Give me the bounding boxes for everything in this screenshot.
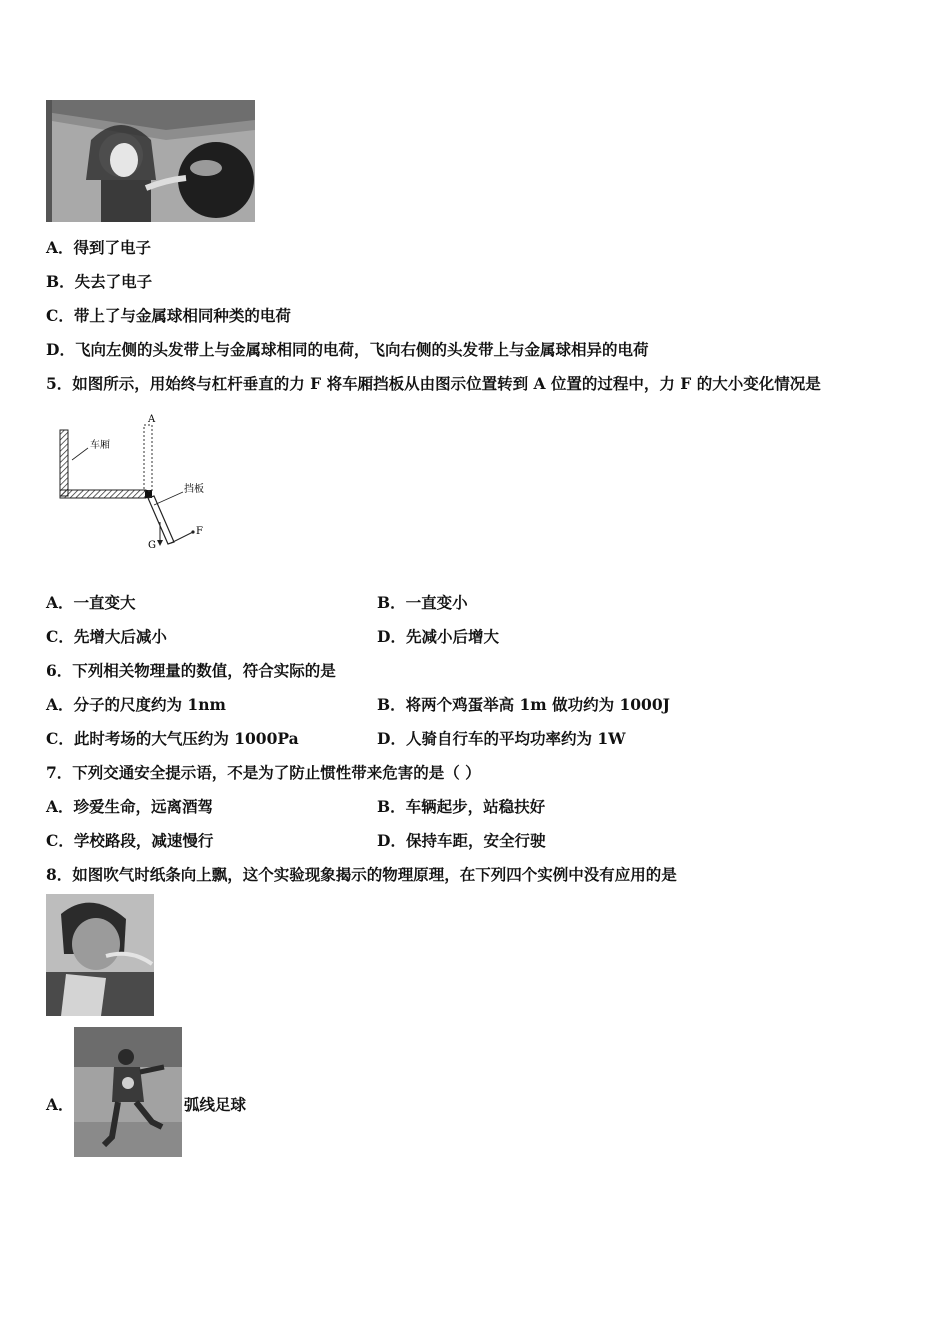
q5-option-a: A．一直变大 xyxy=(46,593,136,612)
label-board: 挡板 xyxy=(184,484,204,495)
q5-option-c: C．先增大后减小 xyxy=(46,627,167,646)
q4-option-a: A．得到了电子 xyxy=(46,238,152,257)
lever-tailgate-diagram xyxy=(50,410,220,555)
q4-option-b: B．失去了电子 xyxy=(46,272,153,291)
q7-option-a: A．珍爱生命，远离酒驾 xyxy=(46,797,214,816)
label-car: 车厢 xyxy=(90,440,110,451)
q8-option-a-text: 弧线足球 xyxy=(184,1095,247,1114)
q7-stem: 7．下列交通安全提示语，不是为了防止惯性带来危害的是（ ） xyxy=(46,763,481,782)
q7-option-c: C．学校路段，减速慢行 xyxy=(46,831,214,850)
q5-option-b: B．一直变小 xyxy=(377,593,468,612)
label-g: G xyxy=(148,540,156,551)
label-f: F xyxy=(196,526,203,537)
curve-football-photo xyxy=(74,1027,182,1157)
q7-option-b: B．车辆起步，站稳扶好 xyxy=(377,797,546,816)
q7-option-d: D．保持车距，安全行驶 xyxy=(377,831,546,850)
q4-option-d: D．飞向左侧的头发带上与金属球相同的电荷，飞向右侧的头发带上与金属球相异的电荷 xyxy=(46,340,649,359)
q4-option-c: C．带上了与金属球相同种类的电荷 xyxy=(46,306,291,325)
q6-option-b: B．将两个鸡蛋举高 1m 做功约为 1000J xyxy=(377,695,670,714)
q6-option-c: C．此时考场的大气压约为 1000Pa xyxy=(46,729,299,748)
blowing-paper-photo xyxy=(46,894,154,1016)
q6-stem: 6．下列相关物理量的数值，符合实际的是 xyxy=(46,661,336,680)
electrostatic-ball-photo xyxy=(46,100,255,222)
q8-option-a-key: A． xyxy=(46,1095,74,1114)
label-a: A xyxy=(148,414,156,425)
q6-option-d: D．人骑自行车的平均功率约为 1W xyxy=(377,729,626,748)
q8-stem: 8．如图吹气时纸条向上飘，这个实验现象揭示的物理原理，在下列四个实例中没有应用的是 xyxy=(46,865,677,884)
q5-option-d: D．先减小后增大 xyxy=(377,627,499,646)
q5-stem: 5．如图所示，用始终与杠杆垂直的力 F 将车厢挡板从由图示位置转到 A 位置的过程中，力 F 的大小变化情况是 xyxy=(46,374,821,393)
q6-option-a: A．分子的尺度约为 1nm xyxy=(46,695,226,714)
